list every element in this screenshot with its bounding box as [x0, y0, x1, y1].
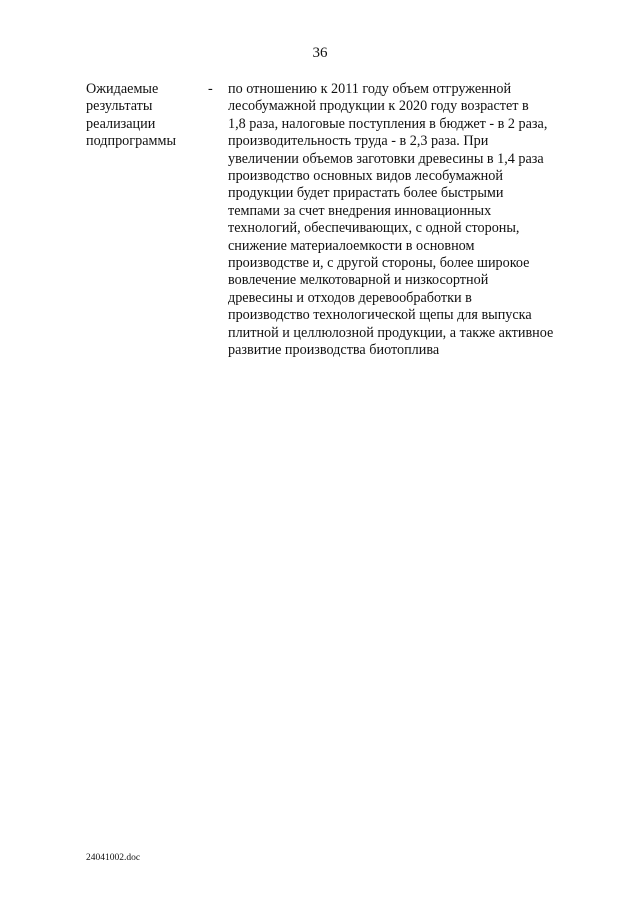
label-line: подпрограммы: [86, 133, 176, 150]
text-line: развитие производства биотоплива: [228, 342, 440, 359]
text-line: древесины и отходов деревообработки в: [228, 289, 472, 306]
row-text: [228, 81, 586, 360]
text-line: производство основных видов лесобумажной: [228, 168, 503, 185]
text-line: продукции будет прирастать более быстрыми: [228, 185, 504, 202]
expected-results-row: [86, 81, 586, 360]
text-line: вовлечение мелкотоварной и низкосортной: [228, 272, 489, 289]
page-number: 36: [312, 45, 328, 61]
text-line: плитной и целлюлозной продукции, а также активное: [228, 324, 554, 341]
text-line: по отношению к 2011 году объем отгруженной: [228, 81, 512, 97]
row-dash: -: [208, 81, 213, 97]
text-line: снижение материалоемкости в основном: [228, 237, 475, 254]
text-line: увеличении объемов заготовки древесины в 1,4 раза: [228, 150, 544, 167]
text-line: лесобумажной продукции к 2020 году возрастет в: [228, 98, 529, 115]
row-label: [86, 81, 208, 360]
label-line: Ожидаемые: [86, 81, 159, 97]
text-line: производстве и, с другой стороны, более широкое: [228, 255, 530, 272]
text-line: производительность труда - в 2,3 раза. При: [228, 133, 489, 150]
label-line: результаты: [86, 98, 153, 115]
text-line: производство технологической щепы для выпуска: [228, 307, 532, 324]
text-line: 1,8 раза, налоговые поступления в бюджет - в 2 раза,: [228, 115, 548, 132]
text-line: темпами за счет внедрения инновационных: [228, 202, 492, 219]
footer-file-name: 24041002.doc: [86, 853, 141, 863]
label-line: реализации: [86, 115, 156, 132]
text-line: технологий, обеспечивающих, с одной стороны,: [228, 220, 520, 237]
